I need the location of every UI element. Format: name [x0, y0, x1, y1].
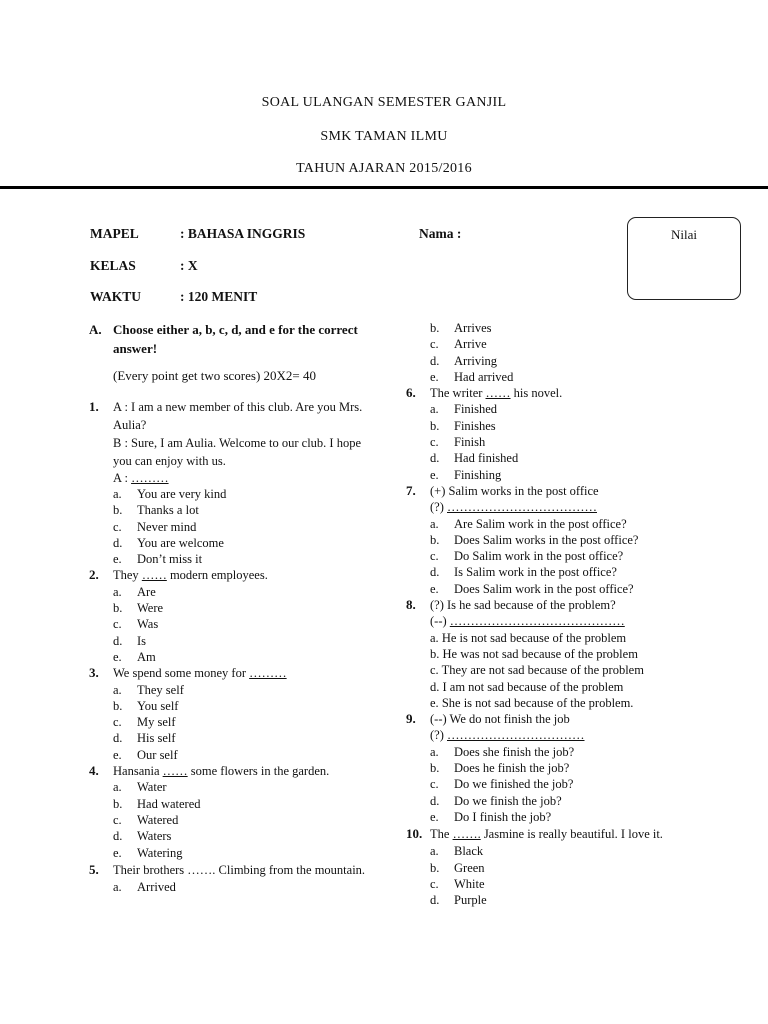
- answer-option[interactable]: a. They self: [113, 682, 184, 697]
- academic-year: TAHUN AJARAN 2015/2016: [296, 161, 472, 176]
- answer-blank: ……………………………: [447, 728, 585, 743]
- answer-option[interactable]: d. Is Salim work in the post office?: [430, 565, 617, 580]
- question-2: 2. They …… modern employees.: [89, 567, 268, 583]
- answer-option[interactable]: e. Do I finish the job?: [430, 809, 552, 824]
- answer-option[interactable]: d. Purple: [430, 893, 487, 908]
- question-number: 4.: [89, 763, 99, 779]
- kelas-value: : X: [180, 258, 198, 273]
- question-6: 6. The writer …… his novel.: [406, 385, 563, 401]
- answer-option[interactable]: e. Finishing: [430, 467, 502, 482]
- kelas-label: KELAS: [90, 258, 136, 273]
- question-number: 9.: [406, 711, 416, 727]
- question-3: 3. We spend some money for ………: [89, 665, 287, 681]
- answer-option[interactable]: b. Does Salim works in the post office?: [430, 532, 639, 547]
- answer-option[interactable]: e. Does Salim work in the post office?: [430, 581, 634, 596]
- answer-option[interactable]: b. Thanks a lot: [113, 503, 199, 518]
- question-line: (?) ……………………………: [430, 728, 585, 743]
- left-column: [89, 320, 379, 895]
- answer-option[interactable]: e. Our self: [113, 747, 178, 762]
- answer-option[interactable]: a. Are Salim work in the post office?: [430, 516, 627, 531]
- question-9-options: [406, 744, 691, 825]
- answer-option[interactable]: c. Do Salim work in the post office?: [430, 549, 624, 564]
- answer-option[interactable]: c. My self: [113, 715, 176, 730]
- question-line: B : Sure, I am Aulia. Welcome to our club. I hope you can enjoy with us.: [113, 436, 362, 468]
- question-2-options: [89, 584, 379, 665]
- answer-option[interactable]: a. Are: [113, 584, 156, 599]
- question-number: 7.: [406, 482, 416, 498]
- exam-title: SOAL ULANGAN SEMESTER GANJIL: [261, 95, 507, 110]
- question-10: 10. The ……. Jasmine is really beautiful. I love it.: [406, 826, 663, 842]
- answer-option[interactable]: d. Waters: [113, 829, 172, 844]
- answer-blank: ……: [162, 764, 188, 779]
- answer-option[interactable]: a. Water: [113, 780, 167, 795]
- question-line: A : ………: [113, 471, 169, 485]
- answer-option[interactable]: b. Were: [113, 601, 164, 616]
- score-box: [627, 217, 741, 300]
- answer-option[interactable]: b. He was not sad because of the problem: [430, 646, 638, 661]
- answer-option[interactable]: c. Do we finished the job?: [430, 777, 574, 792]
- answer-option[interactable]: e. She is not sad because of the problem.: [430, 695, 634, 710]
- question-7-options: [406, 516, 691, 597]
- question-number: 8.: [406, 597, 416, 613]
- answer-option[interactable]: c. Watered: [113, 812, 179, 827]
- question-text: Their brothers ……. Climbing from the mountain.: [113, 862, 366, 877]
- answer-option[interactable]: c. Arrive: [430, 337, 487, 352]
- question-number: 2.: [89, 567, 99, 583]
- answer-option[interactable]: e. Watering: [113, 845, 183, 860]
- question-8-options: [406, 630, 691, 711]
- waktu-label: WAKTU: [90, 289, 142, 304]
- question-number: 1.: [89, 399, 99, 414]
- answer-option[interactable]: a. Arrived: [113, 879, 176, 894]
- answer-option[interactable]: b. Had watered: [113, 796, 201, 811]
- question-4: 4. Hansania …… some flowers in the garden.: [89, 763, 330, 779]
- answer-option[interactable]: b. You self: [113, 698, 179, 713]
- question-number: 5.: [89, 861, 99, 877]
- answer-blank: …….: [452, 827, 481, 842]
- waktu-value: : 120 MENIT: [180, 289, 258, 304]
- answer-option[interactable]: e. Am: [113, 649, 156, 664]
- question-8: [406, 597, 691, 630]
- question-10-options: [406, 843, 691, 908]
- answer-option[interactable]: b. Arrives: [430, 321, 492, 335]
- section-a-instruction: [89, 320, 379, 358]
- answer-blank: ………: [131, 471, 169, 485]
- answer-option[interactable]: b. Finishes: [430, 418, 496, 433]
- question-3-options: [89, 682, 379, 763]
- answer-option[interactable]: c. They are not sad because of the problem: [430, 663, 644, 678]
- answer-option[interactable]: a. Does she finish the job?: [430, 744, 575, 759]
- question-5: [89, 861, 379, 879]
- answer-option[interactable]: d. Arriving: [430, 353, 498, 368]
- mapel-label: MAPEL: [90, 226, 139, 241]
- school-name: SMK TAMAN ILMU: [320, 129, 448, 144]
- answer-option[interactable]: c. Was: [113, 617, 159, 632]
- question-1: [89, 398, 379, 486]
- question-4-options: [89, 779, 379, 860]
- answer-blank: ………………………………: [447, 500, 597, 515]
- answer-option[interactable]: a. He is not sad because of the problem: [430, 630, 627, 645]
- answer-option[interactable]: e. Had arrived: [430, 369, 514, 384]
- answer-option[interactable]: c. Finish: [430, 435, 486, 450]
- question-9: [406, 711, 691, 744]
- answer-option[interactable]: a. Finished: [430, 402, 498, 417]
- question-5-options-left: [89, 879, 379, 895]
- question-line: A : I am a new member of this club. Are you Mrs. Aulia?: [113, 400, 363, 432]
- answer-option[interactable]: a. You are very kind: [113, 487, 227, 501]
- mapel-value: : BAHASA INGGRIS: [180, 226, 306, 241]
- question-number: 10.: [406, 826, 423, 842]
- question-line: (?) Is he sad because of the problem?: [430, 598, 616, 613]
- question-6-options: [406, 401, 691, 482]
- answer-option[interactable]: d. I am not sad because of the problem: [430, 679, 624, 694]
- answer-option[interactable]: a. Black: [430, 844, 484, 859]
- answer-option[interactable]: d. His self: [113, 731, 176, 746]
- answer-option[interactable]: b. Green: [430, 860, 485, 875]
- answer-option[interactable]: d. You are welcome: [113, 535, 224, 550]
- answer-option[interactable]: d. Had finished: [430, 451, 519, 466]
- question-5-options-right: [406, 320, 691, 385]
- question-line: (?) ………………………………: [430, 500, 597, 515]
- answer-blank: ……………………………………: [449, 614, 625, 629]
- answer-option[interactable]: d. Do we finish the job?: [430, 793, 562, 808]
- section-letter: A.: [89, 322, 102, 337]
- answer-option[interactable]: b. Does he finish the job?: [430, 761, 570, 776]
- question-7: [406, 483, 691, 516]
- score-box-label: Nilai: [671, 227, 697, 242]
- question-number: 6.: [406, 385, 416, 401]
- answer-blank: ……: [141, 568, 167, 583]
- scoring-note: (Every point get two scores) 20X2= 40: [113, 368, 317, 383]
- question-line: (--) ……………………………………: [430, 614, 625, 629]
- question-line: (+) Salim works in the post office: [430, 483, 599, 498]
- section-instruction-text: Choose either a, b, c, d, and e for the correct answer!: [113, 322, 358, 356]
- answer-blank: ……: [485, 386, 511, 401]
- question-line: (--) We do not finish the job: [430, 712, 570, 727]
- question-number: 3.: [89, 665, 99, 681]
- answer-option[interactable]: c. White: [430, 876, 485, 891]
- nama-label: Nama :: [419, 226, 462, 241]
- right-column: [406, 320, 691, 908]
- header-divider: [0, 186, 768, 189]
- question-1-options: [89, 486, 379, 567]
- answer-option[interactable]: e. Don’t miss it: [113, 552, 203, 567]
- answer-option[interactable]: c. Never mind: [113, 519, 197, 534]
- answer-blank: ………: [249, 666, 287, 681]
- answer-option[interactable]: d. Is: [113, 633, 147, 648]
